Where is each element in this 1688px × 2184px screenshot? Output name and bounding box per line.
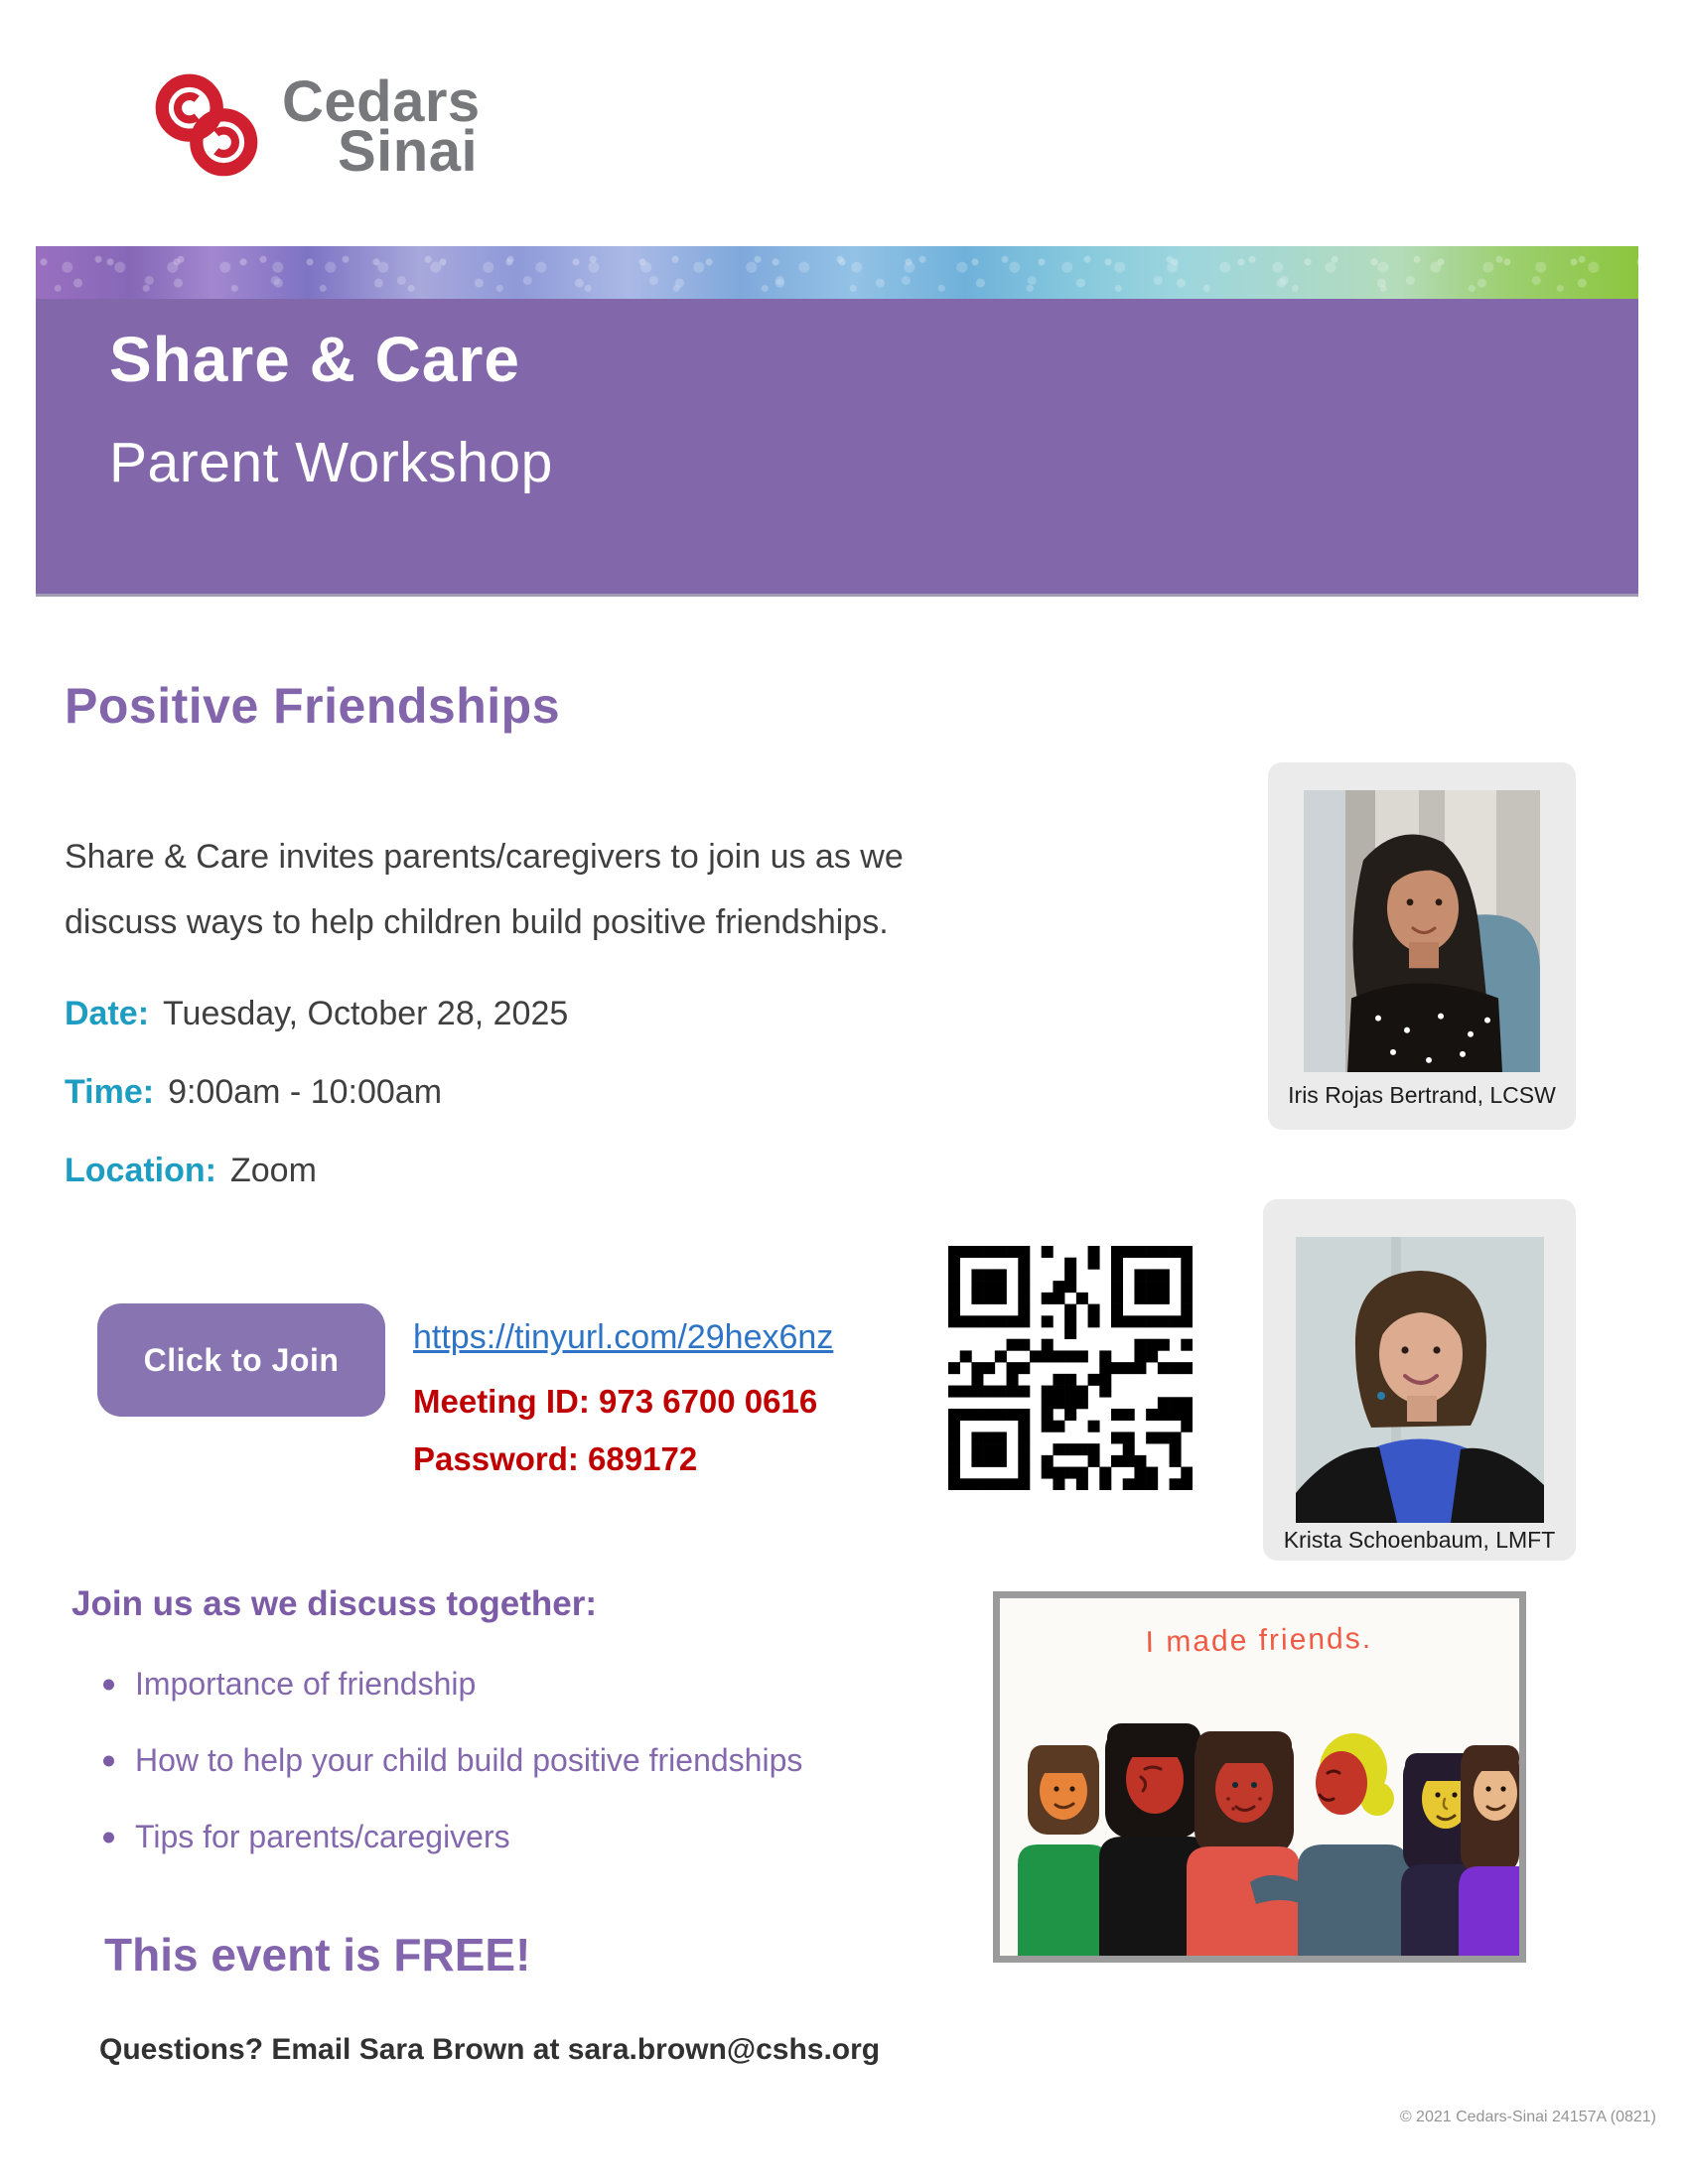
page-title: Positive Friendships	[65, 678, 561, 734]
detail-row-time	[65, 1053, 568, 1132]
location-value: Zoom	[229, 1152, 317, 1189]
watercolor-strip	[36, 246, 1638, 299]
logo-word-cedars: Cedars	[282, 69, 481, 134]
discussion-bullet-1: Importance of friendship	[97, 1646, 802, 1722]
presenter-caption-iris: Iris Rojas Bertrand, LCSW	[1288, 1082, 1556, 1108]
detail-row-location	[65, 1132, 568, 1210]
meeting-id-text: Meeting ID: 973 6700 0616	[413, 1383, 818, 1420]
free-event-text: This event is FREE!	[104, 1929, 531, 1980]
drawing-figure-1	[1018, 1745, 1109, 1956]
time-label: Time:	[65, 1073, 155, 1111]
join-details	[413, 1308, 833, 1488]
join-url-link[interactable]: https://tinyurl.com/29hex6nz	[413, 1318, 834, 1356]
intro-line-2: discuss ways to help children build positive friendships.	[65, 903, 889, 941]
discussion-heading: Join us as we discuss together:	[71, 1584, 598, 1623]
cedars-sinai-logo	[147, 71, 481, 183]
presenter-photo-krista	[1296, 1237, 1544, 1523]
banner-title: Share & Care	[109, 324, 520, 395]
cedars-sinai-wordmark	[282, 69, 481, 184]
presenter-card-krista	[1263, 1199, 1576, 1561]
qr-code	[948, 1246, 1193, 1490]
date-label: Date:	[65, 995, 150, 1032]
presenter-card-iris	[1268, 762, 1576, 1130]
date-value: Tuesday, October 28, 2025	[163, 995, 569, 1032]
drawing-figure-6	[1459, 1745, 1519, 1956]
presenter-photo-iris	[1304, 790, 1540, 1072]
child-drawing-image	[1000, 1598, 1519, 1956]
discussion-bullet-2: How to help your child build positive friendships	[97, 1722, 802, 1799]
banner	[36, 299, 1638, 597]
click-to-join-button[interactable]: Click to Join	[97, 1303, 385, 1417]
banner-subtitle: Parent Workshop	[109, 431, 553, 494]
presenter-caption-krista: Krista Schoenbaum, LMFT	[1283, 1527, 1556, 1553]
questions-text: Questions? Email Sara Brown at sara.brown@cshs.org	[99, 2033, 881, 2066]
location-label: Location:	[65, 1152, 216, 1189]
copyright-text: © 2021 Cedars-Sinai 24157A (0821)	[1399, 2109, 1656, 2125]
event-details	[65, 975, 568, 1210]
intro-paragraph	[65, 824, 904, 955]
detail-row-date	[65, 975, 568, 1053]
time-value: 9:00am - 10:00am	[168, 1073, 443, 1111]
password-text: Password: 689172	[413, 1440, 698, 1477]
logo-word-sinai: Sinai	[338, 119, 479, 184]
drawing-caption-text: I made friends.	[1145, 1622, 1373, 1659]
discussion-bullet-3: Tips for parents/caregivers	[97, 1799, 802, 1875]
child-drawing	[993, 1591, 1526, 1963]
discussion-list	[97, 1646, 802, 1875]
intro-line-1: Share & Care invites parents/caregivers to join us as we	[65, 838, 904, 876]
qr-code-icon	[948, 1246, 1193, 1490]
cedars-sinai-logo-icon	[147, 71, 268, 183]
